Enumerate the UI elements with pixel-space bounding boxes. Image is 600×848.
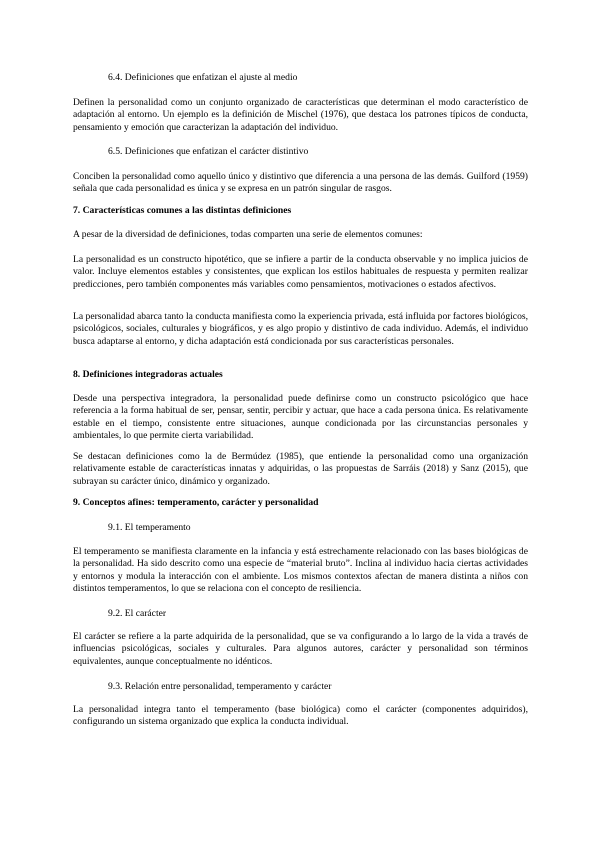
section-9-3-paragraph: La personalidad integra tanto el temperamento (base biológica) como el carácter (componentes adquiridos), configurando un sistema organizado que explica la conducta individual.: [73, 704, 528, 728]
section-7-paragraph-2: La personalidad abarca tanto la conducta manifiesta como la experiencia privada, está influida por factores biológicos, psicológicos, sociales, culturales y biográficos, y es algo propio y distintivo de cada individuo. Además, el individuo busca adaptarse al entorno, y dicha adaptación está condicionada por sus características personales.: [73, 311, 528, 347]
section-9-1-title: 9.1. El temperamento: [108, 522, 191, 533]
section-6-5-title: 6.5. Definiciones que enfatizan el carácter distintivo: [108, 146, 309, 157]
section-7-paragraph-1: La personalidad es un constructo hipotético, que se infiere a partir de la conducta observable y no implica juicios de valor. Incluye elementos estables y consistentes, que explican los estilos habituales de respuesta y permiten realizar predicciones, pero también componentes más variables como pensamientos, motivaciones o estados afectivos.: [73, 254, 528, 290]
section-8-paragraph-1: Desde una perspectiva integradora, la personalidad puede definirse como un constructo psicológico que hace referencia a la forma habitual de ser, pensar, sentir, percibir y actuar, que hace a cada persona única. Es relativamente estable en el tiempo, consistente entre situaciones, aunque condicionada por las circunstancias personales y ambientales, lo que permite cierta variabilidad.: [73, 393, 528, 442]
section-8-heading: 8. Definiciones integradoras actuales: [73, 369, 223, 380]
section-9-heading: 9. Conceptos afines: temperamento, carácter y personalidad: [73, 497, 319, 508]
section-6-4-paragraph: Definen la personalidad como un conjunto organizado de características que determinan el modo característico de adaptación al entorno. Un ejemplo es la definición de Mischel (1976), que destaca los patrones típicos de conducta, pensamiento y emoción que caracterizan la adaptación del individuo.: [73, 97, 528, 133]
section-6-5-paragraph: Conciben la personalidad como aquello único y distintivo que diferencia a una persona de las demás. Guilford (1959) señala que cada personalidad es única y se expresa en un patrón singular de rasgos.: [73, 171, 528, 195]
section-9-2-paragraph: El carácter se refiere a la parte adquirida de la personalidad, que se va configurando a lo largo de la vida a través de influencias psicológicas, sociales y culturales. Para algunos autores, carácter y personalidad son términos equivalentes, aunque conceptualmente no idénticos.: [73, 631, 528, 667]
section-9-2-title: 9.2. El carácter: [108, 608, 167, 619]
section-7-intro: A pesar de la diversidad de definiciones, todas comparten una serie de elementos comunes:: [73, 229, 423, 240]
section-9-3-title: 9.3. Relación entre personalidad, temperamento y carácter: [108, 681, 332, 692]
section-9-1-paragraph: El temperamento se manifiesta claramente en la infancia y está estrechamente relacionado con las bases biológicas de la personalidad. Ha sido descrito como una especie de “material bruto”. Inclina al individuo hacia ciertas actividades y entornos y modula la interacción con el ambiente. Los mismos contextos afectan de manera distinta a niños con distintos temperamentos, lo que se relaciona con el concepto de resiliencia.: [73, 546, 528, 595]
section-7-heading: 7. Características comunes a las distintas definiciones: [73, 205, 292, 216]
section-8-paragraph-2: Se destacan definiciones como la de Bermúdez (1985), que entiende la personalidad como una organización relativamente estable de características innatas y adquiridas, o las propuestas de Sarráis (2018) y Sanz (2015), que subrayan su carácter único, dinámico y organizado.: [73, 451, 528, 487]
section-6-4-title: 6.4. Definiciones que enfatizan el ajuste al medio: [108, 72, 298, 83]
